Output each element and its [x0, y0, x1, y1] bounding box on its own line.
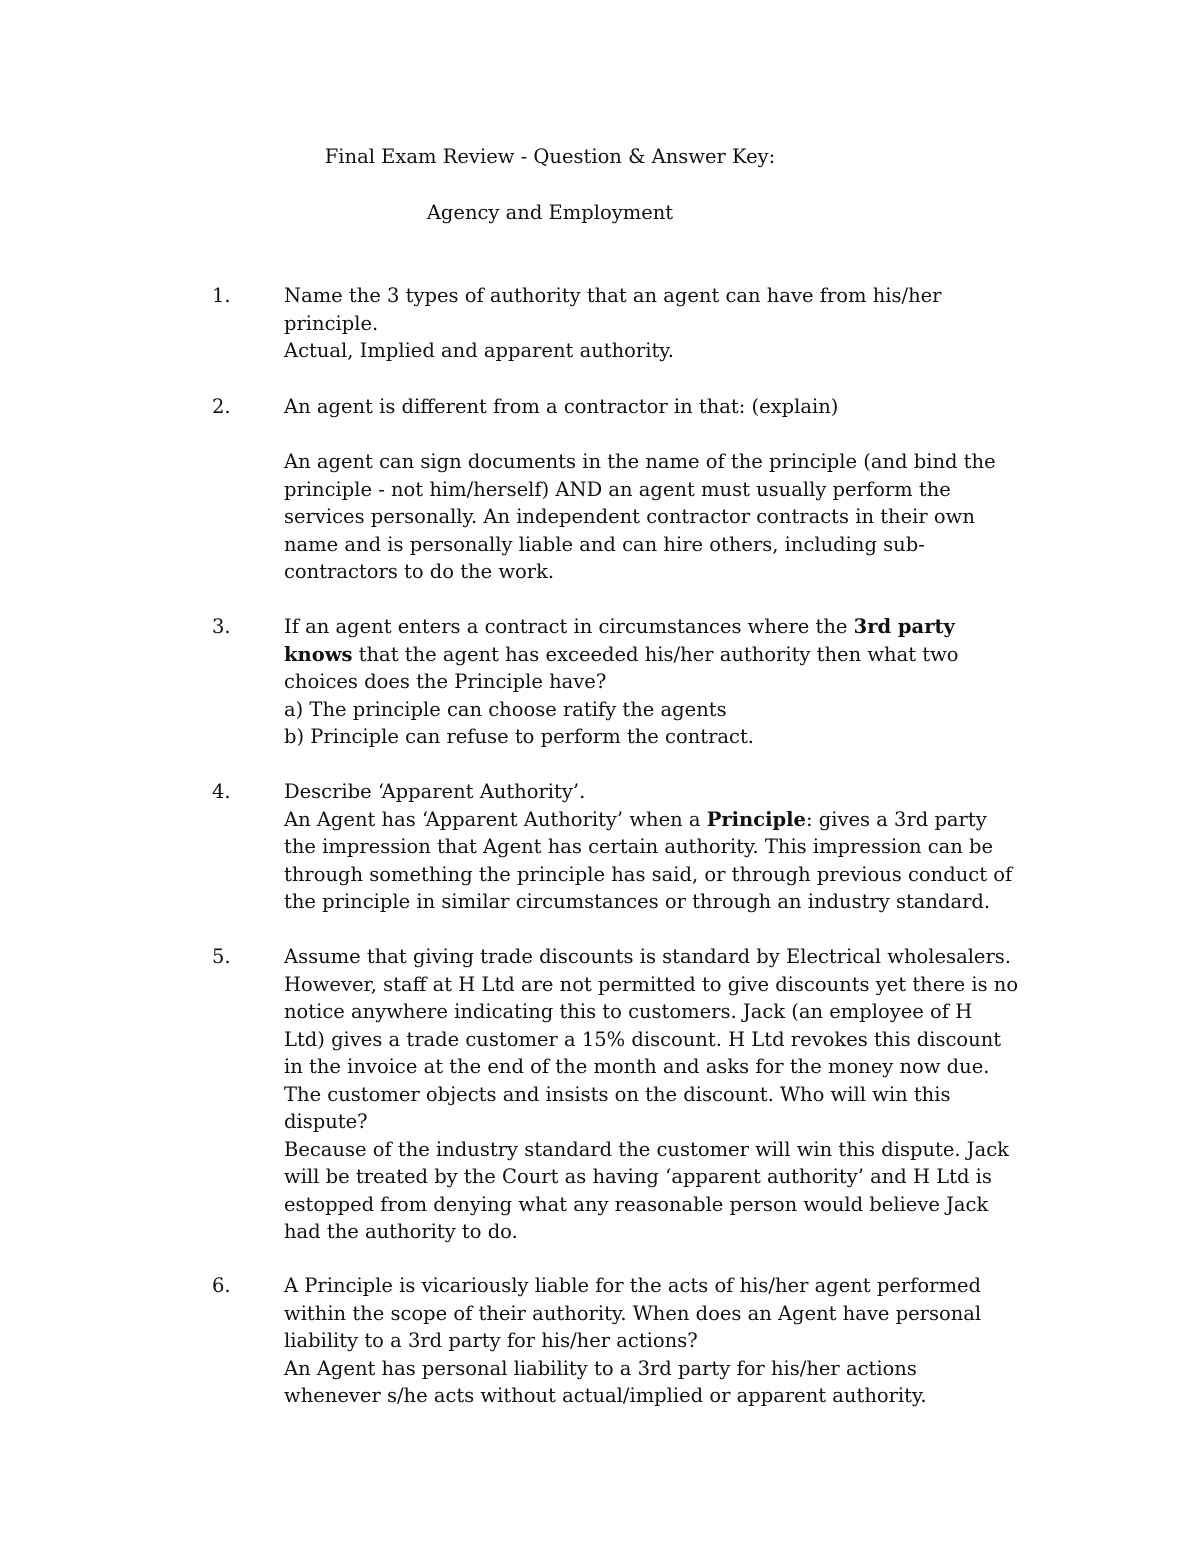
- answer-text: the principle in similar circumstances or through an industry standard.: [284, 890, 991, 913]
- question-text: The customer objects and insists on the discount. Who will win this: [284, 1082, 951, 1106]
- answer-2: [284, 448, 1044, 586]
- answer-text: the impression that Agent has certain authority. This impression can be: [284, 835, 994, 858]
- question-text: Assume that giving trade discounts is standard by Electrical wholesalers.: [284, 945, 1011, 968]
- question-5-number: 5.: [212, 945, 231, 968]
- question-4: [284, 778, 1044, 916]
- emphasis-text: 3rd party: [853, 615, 955, 638]
- answer-text: through something the principle has said, or through previous conduct of: [284, 862, 1013, 886]
- answer-text: services personally. An independent contractor contracts in their own: [284, 505, 975, 528]
- question-text: A Principle is vicariously liable for the acts of his/her agent performed: [284, 1274, 981, 1297]
- question-2-number: 2.: [212, 395, 231, 418]
- question-text: Describe ‘Apparent Authority’.: [284, 780, 586, 803]
- question-1-number: 1.: [212, 284, 231, 307]
- question-5: [284, 943, 1044, 1246]
- question-text: An agent is different from a contractor in that: (explain): [284, 395, 839, 418]
- answer-text: will be treated by the Court as having ‘apparent authority’ and H Ltd is: [284, 1165, 992, 1188]
- answer-text: b) Principle can refuse to perform the contract.: [284, 725, 755, 748]
- question-text: within the scope of their authority. When does an Agent have personal: [284, 1301, 982, 1325]
- question-text: [284, 641, 1044, 669]
- question-6: [284, 1272, 1044, 1410]
- answer-text: estopped from denying what any reasonable person would believe Jack: [284, 1192, 989, 1216]
- question-text-part: If an agent enters a contract in circumstances where the: [284, 615, 854, 638]
- question-2: [284, 393, 1044, 421]
- answer-text: had the authority to do.: [284, 1220, 518, 1243]
- answer-text: [284, 806, 1044, 834]
- document-title: Final Exam Review - Question & Answer Key:: [324, 145, 776, 168]
- question-text: dispute?: [284, 1110, 368, 1133]
- question-text: Ltd) gives a trade customer a 15% discount. H Ltd revokes this discount: [284, 1027, 1002, 1051]
- emphasis-text: knows: [284, 642, 353, 666]
- answer-text: principle - not him/herself) AND an agent must usually perform the: [284, 477, 951, 501]
- answer-text: a) The principle can choose ratify the agents: [284, 697, 727, 721]
- document-subtitle: Agency and Employment: [426, 201, 674, 224]
- question-text: liability to a 3rd party for his/her actions?: [284, 1329, 698, 1352]
- answer-text: whenever s/he acts without actual/implied or apparent authority.: [284, 1384, 927, 1407]
- emphasis-text: Principle: [706, 807, 806, 831]
- answer-text-part: : gives a 3rd party: [805, 807, 987, 831]
- question-text-part: that the agent has exceeded his/her authority then what two: [352, 642, 959, 666]
- question-3: [284, 613, 1044, 751]
- answer-text: contractors to do the work.: [284, 560, 555, 583]
- answer-text: Actual, Implied and apparent authority.: [284, 339, 674, 362]
- answer-text: An agent can sign documents in the name of the principle (and bind the: [284, 450, 996, 473]
- question-text: in the invoice at the end of the month and asks for the money now due.: [284, 1055, 990, 1078]
- question-text: notice anywhere indicating this to customers. Jack (an employee of H: [284, 1000, 973, 1023]
- question-text: choices does the Principle have?: [284, 670, 607, 693]
- answer-text: An Agent has personal liability to a 3rd party for his/her actions: [284, 1356, 917, 1380]
- question-text: principle.: [284, 311, 379, 335]
- question-6-number: 6.: [212, 1274, 231, 1297]
- answer-text: name and is personally liable and can hire others, including sub-: [284, 532, 925, 556]
- question-text: However, staff at H Ltd are not permitted to give discounts yet there is no: [284, 972, 1019, 996]
- question-4-number: 4.: [212, 780, 231, 803]
- question-text: [284, 613, 1044, 641]
- question-3-number: 3.: [212, 615, 231, 638]
- answer-text: Because of the industry standard the customer will win this dispute. Jack: [284, 1137, 1009, 1161]
- answer-text-part: An Agent has ‘Apparent Authority’ when a: [284, 807, 707, 831]
- question-text: Name the 3 types of authority that an agent can have from his/her: [284, 284, 942, 307]
- question-1: [284, 282, 1044, 365]
